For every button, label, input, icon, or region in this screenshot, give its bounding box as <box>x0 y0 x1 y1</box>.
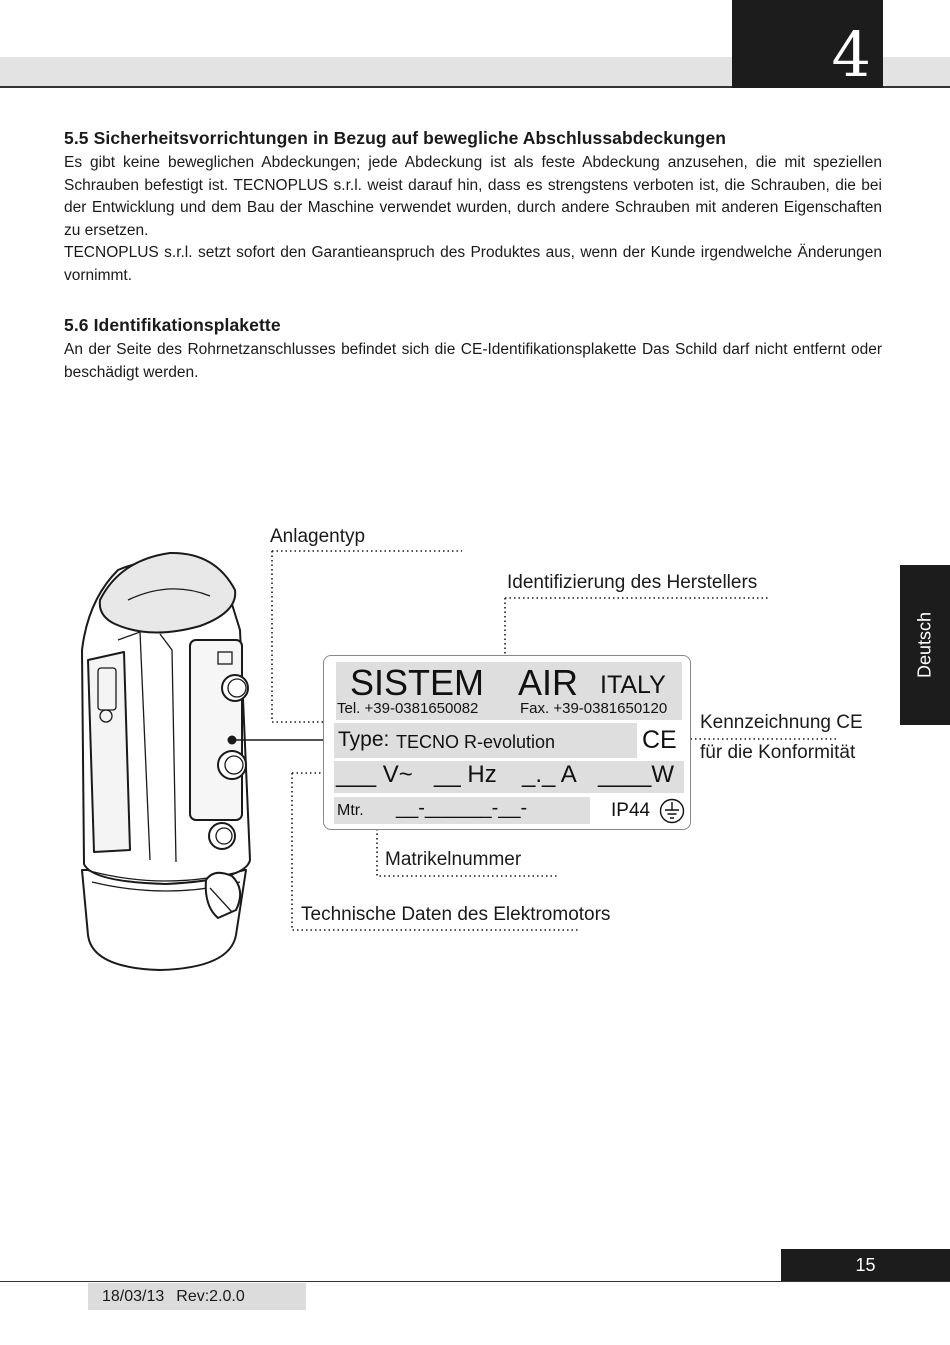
callout-system-type: Anlagentyp <box>270 526 366 547</box>
page-number: 15 <box>781 1249 950 1281</box>
body-paragraph: Es gibt keine beweglichen Abdeckungen; jede Abdeckung ist als feste Abdeckung anzusehen, die mit speziellen Schrauben befestigt ist. TECNOPLUS s.r.l. weist darauf hin, dass es strengstens verboten ist, die Schrauben, die bei der Entwicklung und dem Bau der Maschine verwendet wurden, durch andere Schrauben mit anderen Eigenschaften zu ersetzen. <box>64 154 882 239</box>
ce-mark-icon: CE <box>642 726 677 754</box>
section-title: 5.5 Sicherheitsvorrichtungen in Bezug auf bewegliche Abschlussabdeckungen <box>64 128 727 148</box>
plate-ip-rating: IP44 <box>611 800 651 821</box>
ground-icon <box>659 798 685 824</box>
footer-revision: Rev:2.0.0 <box>176 1288 245 1305</box>
callout-serial-number: Matrikelnummer <box>385 849 522 870</box>
body-paragraph: TECNOPLUS s.r.l. setzt sofort den Garantieanspruch des Produktes aus, wenn der Kunde irgendwelche Änderungen vornimmt. <box>64 244 882 284</box>
language-tab-label: Deutsch <box>914 611 935 679</box>
plate-hz: __ Hz <box>434 761 497 788</box>
plate-watt: ____W <box>598 761 675 788</box>
chapter-marker <box>732 0 883 91</box>
footer-info <box>88 1283 306 1310</box>
plate-type-label: Type: <box>338 728 390 751</box>
callout-motor-data: Technische Daten des Elektromotors <box>301 904 611 925</box>
body-paragraph: An der Seite des Rohrnetzanschlusses befindet sich die CE-Identifikationsplakette Das Schild darf nicht entfernt oder beschädigt werden. <box>64 341 882 381</box>
plate-brand-left: SISTEM <box>350 662 485 703</box>
footer-rule <box>0 1281 950 1282</box>
plate-type-value: TECNO R-evolution <box>396 732 556 752</box>
plate-volt: ___ V~ <box>336 761 413 788</box>
section-5-6 <box>64 315 882 384</box>
section-5-5 <box>64 128 882 287</box>
plate-tel: Tel. +39-0381650082 <box>337 700 479 717</box>
plate-country: ITALY <box>600 671 666 699</box>
callout-ce-mark: Kennzeichnung CE <box>700 712 863 733</box>
identification-plate <box>323 655 691 830</box>
callout-ce-conformity: für die Konformität <box>700 742 856 763</box>
plate-brand-right: AIR <box>518 662 579 703</box>
plate-mtr-value: __-______-__- <box>396 797 528 819</box>
plate-amp: _._ A <box>522 761 577 788</box>
plate-mtr-label: Mtr. <box>337 802 364 819</box>
callout-manufacturer: Identifizierung des Herstellers <box>507 572 758 593</box>
section-title: 5.6 Identifikationsplakette <box>64 315 281 335</box>
footer-date: 18/03/13 <box>102 1288 165 1305</box>
plate-fax: Fax. +39-0381650120 <box>520 700 668 717</box>
chapter-number: 4 <box>831 18 871 91</box>
